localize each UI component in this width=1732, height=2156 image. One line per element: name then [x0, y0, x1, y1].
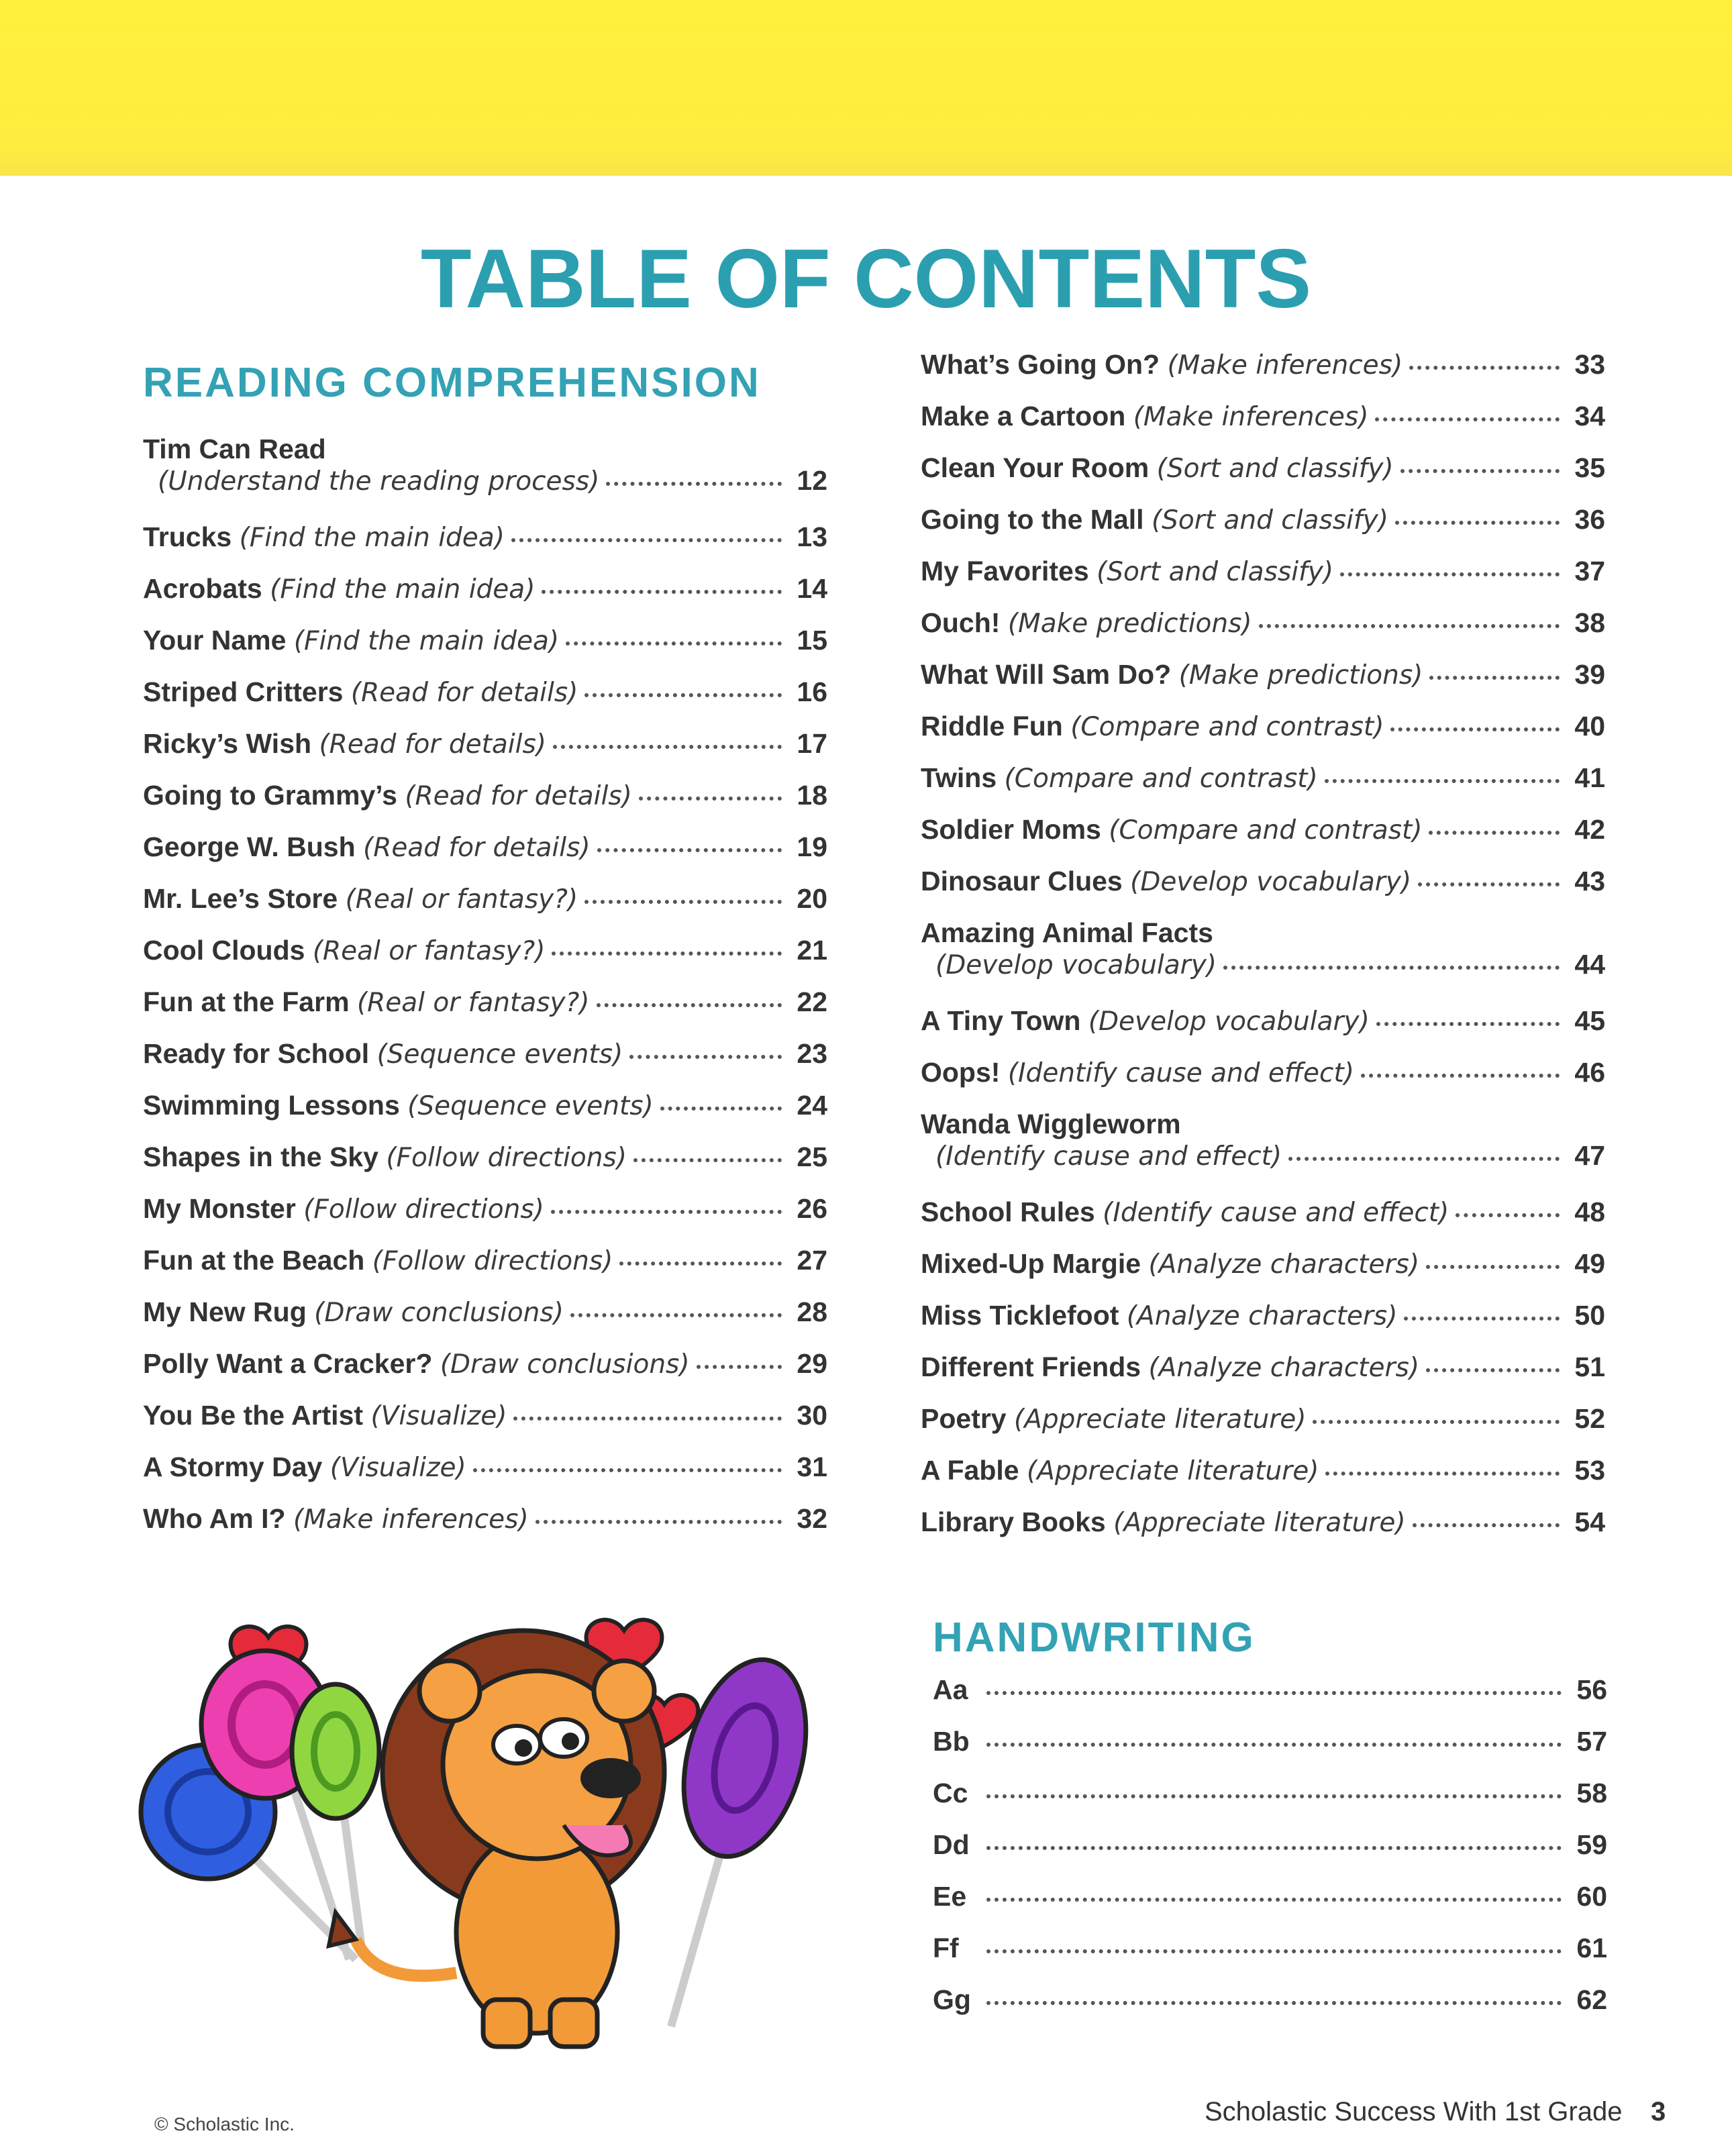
toc-entry-title: Bb: [933, 1726, 970, 1757]
toc-entry-skill: (Compare and contrast): [1070, 712, 1384, 742]
toc-entry-skill: (Sort and classify): [1151, 505, 1388, 535]
leader-dots: [584, 900, 782, 904]
leader-dots: [1390, 727, 1560, 731]
top-yellow-banner: [0, 0, 1732, 176]
leader-dots: [473, 1468, 782, 1472]
toc-entry-title: What Will Sam Do?: [921, 659, 1172, 690]
toc-entry-title: Mixed-Up Margie: [921, 1247, 1141, 1279]
leader-dots: [1429, 831, 1560, 835]
toc-entry-title: Twins: [921, 762, 997, 793]
toc-entry-title: School Rules: [921, 1196, 1095, 1227]
toc-entry[interactable]: [921, 814, 1605, 866]
leader-dots: [986, 1691, 1562, 1695]
toc-entry-title: Ee: [933, 1881, 967, 1912]
toc-entry[interactable]: [143, 1090, 827, 1141]
toc-entry-page: 41: [1574, 762, 1605, 793]
toc-entry-skill: (Analyze characters): [1126, 1300, 1398, 1331]
handwriting-entry[interactable]: [933, 1933, 1607, 1984]
toc-entry-title: Ouch!: [921, 607, 1001, 638]
toc-entry[interactable]: [921, 1057, 1605, 1109]
toc-entry-title: Fun at the Beach: [143, 1244, 365, 1276]
leader-dots: [1325, 779, 1560, 783]
toc-entry[interactable]: [143, 1038, 827, 1090]
toc-entry[interactable]: [921, 1351, 1605, 1403]
handwriting-entry[interactable]: [933, 1881, 1607, 1933]
toc-entry-skill: (Identify cause and effect): [935, 1141, 1282, 1172]
toc-entry-title: Fun at the Farm: [143, 986, 350, 1017]
toc-entry-skill: (Make inferences): [293, 1504, 529, 1535]
leader-dots: [1313, 1420, 1560, 1424]
toc-entry-page: 44: [1574, 949, 1605, 980]
toc-entry[interactable]: [143, 573, 827, 625]
toc-entry-page: 59: [1576, 1829, 1607, 1860]
toc-entry[interactable]: [921, 659, 1605, 711]
toc-entry[interactable]: [921, 1403, 1605, 1455]
toc-entry-skill: (Sort and classify): [1097, 557, 1334, 587]
toc-entry-skill: (Read for details): [350, 677, 578, 708]
toc-entry-page: 52: [1574, 1402, 1605, 1434]
toc-entry-skill: (Appreciate literature): [1014, 1404, 1307, 1435]
toc-entry-page: 15: [797, 624, 827, 656]
leader-dots: [986, 2001, 1562, 2005]
leader-dots: [542, 590, 782, 594]
toc-entry[interactable]: [143, 1451, 827, 1503]
toc-entry-page: 39: [1574, 659, 1605, 690]
toc-entry-skill: (Read for details): [363, 832, 591, 863]
toc-entry-page: 32: [797, 1502, 827, 1534]
toc-entry-page: 17: [797, 727, 827, 759]
toc-entry-skill: (Compare and contrast): [1004, 764, 1318, 794]
toc-entry-title: Shapes in the Sky: [143, 1141, 378, 1172]
toc-entry-page: 13: [797, 521, 827, 552]
leader-dots: [566, 641, 782, 646]
handwriting-heading: HANDWRITING: [933, 1614, 1256, 1661]
toc-entry-skill: (Follow directions): [303, 1194, 544, 1225]
toc-entry-title: Dinosaur Clues: [921, 866, 1123, 896]
page-title: TABLE OF CONTENTS: [420, 233, 1312, 325]
toc-entry-page: 38: [1574, 607, 1605, 638]
toc-entry-skill: (Make predictions): [1178, 660, 1423, 690]
reading-comprehension-heading: READING COMPREHENSION: [143, 360, 761, 406]
leader-dots: [513, 1417, 782, 1421]
toc-entry[interactable]: [143, 831, 827, 883]
toc-entry[interactable]: [921, 866, 1605, 917]
leader-dots: [1223, 966, 1560, 970]
toc-entry-skill: (Analyze characters): [1148, 1249, 1420, 1280]
handwriting-entry[interactable]: [933, 1778, 1607, 1829]
toc-entry-page: 43: [1574, 866, 1605, 896]
lion-with-lollipops-illustration: [134, 1597, 846, 2053]
toc-entry-title: Polly Want a Cracker?: [143, 1347, 433, 1379]
toc-entry-skill: (Sort and classify): [1156, 454, 1394, 484]
toc-entry-page: 50: [1574, 1299, 1605, 1331]
toc-entry-page: 51: [1574, 1351, 1605, 1382]
leader-dots: [639, 797, 782, 801]
toc-entry-page: 34: [1574, 401, 1605, 431]
toc-entry-page: 14: [797, 572, 827, 604]
toc-entry-page: 47: [1574, 1139, 1605, 1171]
toc-entry-page: 33: [1574, 349, 1605, 380]
toc-entry-page: 26: [797, 1192, 827, 1224]
toc-entry-skill: (Understand the reading process): [158, 466, 600, 497]
toc-entry-title: Tim Can Read: [143, 433, 326, 464]
toc-entry-skill: (Appreciate literature): [1113, 1507, 1406, 1538]
toc-entry-title: My Favorites: [921, 556, 1089, 586]
toc-entry-title: Acrobats: [143, 572, 262, 604]
toc-entry[interactable]: [143, 986, 827, 1038]
toc-entry-title: You Be the Artist: [143, 1399, 364, 1431]
toc-entry[interactable]: [921, 556, 1605, 607]
toc-entry-skill: (Find the main idea): [239, 522, 505, 553]
toc-entry[interactable]: [143, 1296, 827, 1348]
toc-entry-page: 25: [797, 1141, 827, 1172]
toc-entry[interactable]: [921, 1455, 1605, 1506]
toc-entry[interactable]: [143, 1348, 827, 1400]
leader-dots: [1404, 1317, 1560, 1321]
toc-entry-skill: (Compare and contrast): [1109, 815, 1423, 845]
toc-entry-page: 29: [797, 1347, 827, 1379]
toc-entry-skill: (Draw conclusions): [440, 1349, 690, 1380]
toc-entry-title: Gg: [933, 1984, 971, 2015]
leader-dots: [986, 1949, 1562, 1953]
toc-entry-title: Clean Your Room: [921, 452, 1150, 483]
toc-entry-skill: (Sequence events): [407, 1090, 654, 1121]
leader-dots: [1426, 1368, 1560, 1372]
toc-entry-page: 57: [1576, 1726, 1607, 1757]
toc-entry-page: 58: [1576, 1778, 1607, 1808]
toc-entry[interactable]: [143, 728, 827, 780]
toc-entry-page: 27: [797, 1244, 827, 1276]
leader-dots: [1288, 1157, 1560, 1161]
toc-entry-title: What’s Going On?: [921, 349, 1160, 380]
toc-entry-page: 19: [797, 831, 827, 862]
toc-entry-title: Cc: [933, 1778, 968, 1808]
leader-dots: [619, 1262, 782, 1266]
toc-entry-title: My New Rug: [143, 1296, 307, 1327]
toc-entry[interactable]: [921, 1248, 1605, 1300]
toc-entry-page: 61: [1576, 1933, 1607, 1963]
leader-dots: [551, 1210, 782, 1214]
toc-entry-page: 36: [1574, 504, 1605, 535]
toc-entry[interactable]: [921, 917, 1605, 1005]
toc-entry-page: 20: [797, 882, 827, 914]
toc-entry-page: 30: [797, 1399, 827, 1431]
toc-entry-title: Aa: [933, 1674, 968, 1705]
leader-dots: [986, 1743, 1562, 1747]
toc-entry-skill: (Visualize): [329, 1452, 466, 1483]
toc-entry[interactable]: [143, 433, 827, 521]
toc-entry-skill: (Find the main idea): [270, 574, 536, 605]
toc-entry-page: 56: [1576, 1674, 1607, 1705]
toc-entry[interactable]: [921, 607, 1605, 659]
toc-entry[interactable]: [921, 1300, 1605, 1351]
toc-entry-page: 28: [797, 1296, 827, 1327]
toc-entry-page: 54: [1574, 1506, 1605, 1537]
toc-entry-skill: (Sequence events): [376, 1039, 623, 1070]
toc-entry-title: Mr. Lee’s Store: [143, 882, 338, 914]
toc-entry-page: 48: [1574, 1196, 1605, 1227]
toc-entry-page: 46: [1574, 1056, 1605, 1088]
toc-entry-page: 45: [1574, 1005, 1605, 1036]
handwriting-toc: [933, 1674, 1607, 2036]
leader-dots: [697, 1365, 782, 1369]
toc-entry-skill: (Develop vocabulary): [1088, 1006, 1370, 1037]
toc-entry-title: Different Friends: [921, 1351, 1141, 1382]
toc-entry-page: 53: [1574, 1454, 1605, 1486]
leader-dots: [597, 1003, 782, 1007]
toc-entry[interactable]: [921, 762, 1605, 814]
toc-entry-title: Dd: [933, 1829, 970, 1860]
toc-entry-skill: (Identify cause and effect): [1103, 1197, 1449, 1228]
toc-entry-title: Striped Critters: [143, 676, 344, 707]
toc-entry[interactable]: [921, 349, 1605, 401]
toc-entry-title: Swimming Lessons: [143, 1089, 400, 1121]
toc-entry-skill: (Appreciate literature): [1026, 1455, 1319, 1486]
leader-dots: [1429, 676, 1560, 680]
toc-entry-page: 49: [1574, 1247, 1605, 1279]
leader-dots: [986, 1846, 1562, 1850]
toc-entry[interactable]: [143, 676, 827, 728]
toc-entry-skill: (Read for details): [405, 780, 632, 811]
toc-entry[interactable]: [143, 1503, 827, 1555]
toc-entry-title: Your Name: [143, 624, 287, 656]
leader-dots: [1325, 1472, 1560, 1476]
leader-dots: [1361, 1074, 1560, 1078]
leader-dots: [629, 1055, 782, 1059]
toc-entry-skill: (Follow directions): [372, 1245, 613, 1276]
toc-entry-page: 62: [1576, 1984, 1607, 2015]
toc-entry-skill: (Develop vocabulary): [935, 950, 1217, 980]
toc-entry-page: 35: [1574, 452, 1605, 483]
leader-dots: [1426, 1265, 1560, 1269]
leader-dots: [986, 1794, 1562, 1798]
toc-entry-title: George W. Bush: [143, 831, 356, 862]
toc-entry-skill: (Real or fantasy?): [312, 935, 546, 966]
toc-entry[interactable]: [921, 1196, 1605, 1248]
handwriting-entry[interactable]: [933, 1674, 1607, 1726]
toc-entry-page: 37: [1574, 556, 1605, 586]
toc-entry[interactable]: [143, 883, 827, 935]
toc-entry[interactable]: [143, 1193, 827, 1245]
toc-entry[interactable]: [921, 711, 1605, 762]
toc-entry-skill: (Identify cause and effect): [1007, 1058, 1354, 1088]
leader-dots: [1418, 882, 1560, 886]
toc-entry-title: My Monster: [143, 1192, 296, 1224]
toc-entry-skill: (Make inferences): [1167, 350, 1403, 380]
leader-dots: [1376, 1022, 1560, 1026]
toc-entry[interactable]: [921, 452, 1605, 504]
book-title-footer: Scholastic Success With 1st Grade: [1205, 2097, 1623, 2126]
toc-entry-page: 12: [797, 465, 827, 496]
leader-dots: [1409, 366, 1560, 370]
toc-entry-title: Cool Clouds: [143, 934, 305, 966]
toc-entry-title: A Fable: [921, 1454, 1019, 1486]
toc-entry-page: 22: [797, 986, 827, 1017]
toc-entry[interactable]: [143, 1400, 827, 1451]
toc-entry-title: Soldier Moms: [921, 814, 1101, 845]
toc-entry-skill: (Real or fantasy?): [356, 987, 590, 1018]
toc-entry-skill: (Visualize): [370, 1400, 507, 1431]
handwriting-entry[interactable]: [933, 1726, 1607, 1778]
leader-dots: [1400, 469, 1560, 473]
leader-dots: [986, 1898, 1562, 1902]
toc-entry-title: A Tiny Town: [921, 1005, 1081, 1036]
toc-entry-skill: (Analyze characters): [1148, 1352, 1420, 1383]
toc-entry[interactable]: [921, 504, 1605, 556]
leader-dots: [633, 1158, 782, 1162]
page-number: 3: [1651, 2097, 1666, 2126]
toc-entry[interactable]: [143, 780, 827, 831]
leader-dots: [552, 952, 782, 956]
toc-entry-skill: (Make predictions): [1007, 609, 1252, 639]
leader-dots: [606, 482, 782, 486]
leader-dots: [553, 745, 782, 749]
handwriting-entry[interactable]: [933, 1829, 1607, 1881]
toc-entry-title: Going to the Mall: [921, 504, 1144, 535]
leader-dots: [597, 848, 782, 852]
toc-entry[interactable]: [921, 1506, 1605, 1558]
toc-entry-title: Poetry: [921, 1402, 1007, 1434]
toc-entry-title: A Stormy Day: [143, 1451, 323, 1482]
toc-entry-title: Miss Ticklefoot: [921, 1299, 1119, 1331]
leader-dots: [536, 1520, 782, 1524]
leader-dots: [1413, 1523, 1560, 1527]
toc-entry-title: Who Am I?: [143, 1502, 286, 1534]
leader-dots: [1340, 572, 1560, 576]
toc-entry-page: 60: [1576, 1881, 1607, 1912]
toc-entry-page: 40: [1574, 711, 1605, 741]
leader-dots: [511, 538, 782, 542]
handwriting-entry[interactable]: [933, 1984, 1607, 2036]
leader-dots: [1456, 1213, 1560, 1217]
toc-entry-skill: (Follow directions): [386, 1142, 627, 1173]
toc-entry[interactable]: [143, 625, 827, 676]
toc-entry-page: 18: [797, 779, 827, 811]
toc-entry-page: 31: [797, 1451, 827, 1482]
reading-toc-left-column: [143, 433, 827, 1555]
toc-entry-skill: (Develop vocabulary): [1130, 867, 1412, 897]
leader-dots: [660, 1107, 782, 1111]
toc-entry-page: 16: [797, 676, 827, 707]
toc-entry-page: 42: [1574, 814, 1605, 845]
leader-dots: [1259, 624, 1560, 628]
toc-entry[interactable]: [921, 1109, 1605, 1196]
toc-entry-title: Ff: [933, 1933, 959, 1963]
toc-entry-title: Trucks: [143, 521, 232, 552]
toc-entry-skill: (Read for details): [319, 729, 546, 760]
reading-toc-right-column: [921, 349, 1605, 1558]
toc-entry-title: Make a Cartoon: [921, 401, 1126, 431]
toc-entry[interactable]: [921, 401, 1605, 452]
toc-entry[interactable]: [921, 1005, 1605, 1057]
toc-entry-title: Wanda Wiggleworm: [921, 1108, 1181, 1139]
toc-entry-title: Library Books: [921, 1506, 1106, 1537]
toc-entry-skill: (Make inferences): [1133, 402, 1369, 432]
toc-entry-skill: (Real or fantasy?): [345, 884, 578, 915]
leader-dots: [1395, 521, 1560, 525]
leader-dots: [570, 1313, 782, 1317]
toc-entry-page: 24: [797, 1089, 827, 1121]
toc-entry-title: Going to Grammy’s: [143, 779, 397, 811]
toc-entry-title: Ricky’s Wish: [143, 727, 312, 759]
leader-dots: [584, 693, 782, 697]
toc-entry[interactable]: [143, 1141, 827, 1193]
toc-entry-page: 21: [797, 934, 827, 966]
toc-entry-title: Ready for School: [143, 1037, 370, 1069]
toc-entry[interactable]: [143, 1245, 827, 1296]
toc-entry-page: 23: [797, 1037, 827, 1069]
toc-entry[interactable]: [143, 521, 827, 573]
toc-entry-skill: (Find the main idea): [293, 625, 560, 656]
toc-entry[interactable]: [143, 935, 827, 986]
leader-dots: [1375, 417, 1560, 421]
toc-entry-skill: (Draw conclusions): [314, 1297, 564, 1328]
toc-entry-title: Amazing Animal Facts: [921, 917, 1213, 948]
copyright-notice: © Scholastic Inc.: [154, 2114, 295, 2135]
toc-entry-title: Oops!: [921, 1056, 1001, 1088]
toc-entry-title: Riddle Fun: [921, 711, 1063, 741]
